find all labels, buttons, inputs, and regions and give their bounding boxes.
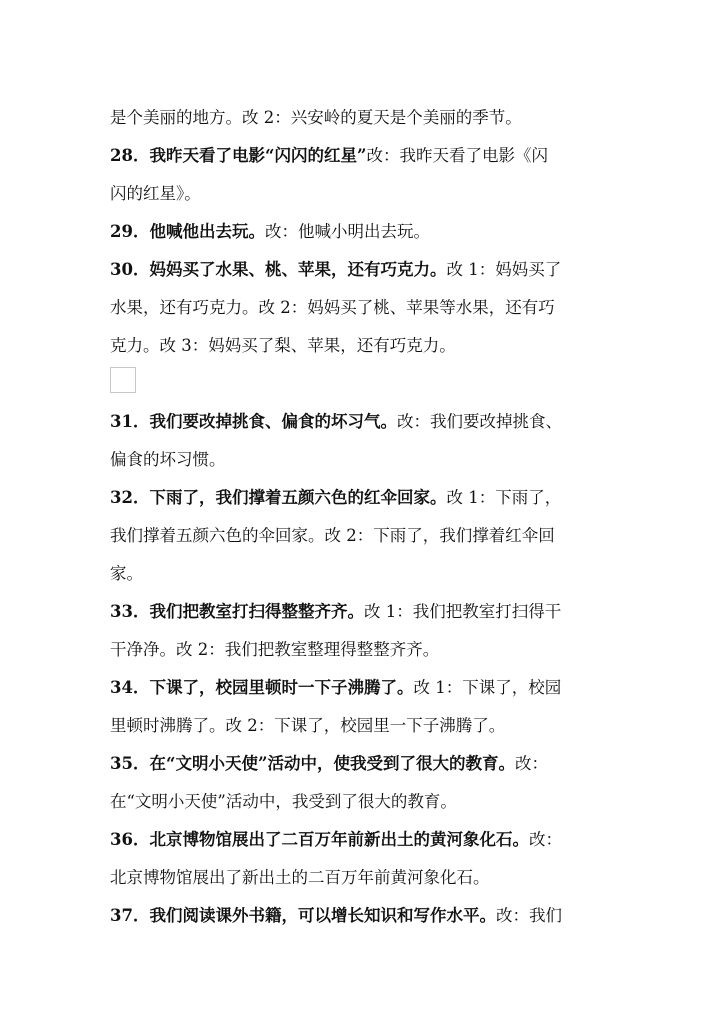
sentence-correction: 改： xyxy=(528,830,562,849)
sentence-correction: 闪的红星》。 xyxy=(110,184,201,203)
document-page xyxy=(110,99,610,935)
sentence-original: 34．下课了，校园里顿时一下子沸腾了。 xyxy=(110,678,414,697)
sentence-correction: 改 1：妈妈买了 xyxy=(446,260,562,279)
sentence-correction: 里顿时沸腾了。改 2：下课了，校园里一下子沸腾了。 xyxy=(110,716,506,735)
text-line xyxy=(110,783,610,821)
sentence-correction: 改 1：我们把教室打扫得干 xyxy=(363,602,562,621)
text-line xyxy=(110,669,610,707)
sentence-original: 30．妈妈买了水果、桃、苹果，还有巧克力。 xyxy=(110,260,447,279)
sentence-original: 35．在“文明小天使”活动中，使我受到了很大的教育。 xyxy=(110,754,515,773)
sentence-correction: 北京博物馆展出了新出土的二百万年前黄河象化石。 xyxy=(110,868,490,887)
text-line xyxy=(110,137,610,175)
text-line xyxy=(110,403,610,441)
sentence-original: 37．我们阅读课外书籍，可以增长知识和写作水平。 xyxy=(110,906,496,925)
text-line xyxy=(110,175,610,213)
text-line xyxy=(110,441,610,479)
sentence-correction: 改 1：下雨了， xyxy=(446,488,562,507)
sentence-correction: 我们撑着五颜六色的伞回家。改 2：下雨了，我们撑着红伞回 xyxy=(110,526,555,545)
text-line xyxy=(110,517,610,555)
sentence-original: 31．我们要改掉挑食、偏食的坏习气。 xyxy=(110,412,397,431)
sentence-original: 28．我昨天看了电影“闪闪的红星” xyxy=(110,146,367,165)
text-line xyxy=(110,479,610,517)
sentence-correction: 偏食的坏习惯。 xyxy=(110,450,226,469)
sentence-original: 32．下雨了，我们撑着五颜六色的红伞回家。 xyxy=(110,488,447,507)
sentence-correction: 水果，还有巧克力。改 2：妈妈买了桃、苹果等水果，还有巧 xyxy=(110,298,555,317)
text-line xyxy=(110,897,610,935)
text-line xyxy=(110,555,610,593)
sentence-original: 36．北京博物馆展出了二百万年前新出土的黄河象化石。 xyxy=(110,830,529,849)
sentence-correction: 改 1：下课了，校园 xyxy=(413,678,562,697)
sentence-correction: 在“文明小天使”活动中，我受到了很大的教育。 xyxy=(110,792,457,811)
text-line xyxy=(110,859,610,897)
sentence-correction: 改：我们 xyxy=(495,906,562,925)
sentence-correction: 是个美丽的地方。改 2：兴安岭的夏天是个美丽的季节。 xyxy=(110,108,522,127)
sentence-correction: 克力。改 3：妈妈买了梨、苹果，还有巧克力。 xyxy=(110,336,456,355)
text-line xyxy=(110,707,610,745)
text-line xyxy=(110,745,610,783)
sentence-correction: 改：他喊小明出去玩。 xyxy=(264,222,430,241)
sentence-correction: 家。 xyxy=(110,564,143,583)
sentence-original: 29．他喊他出去玩。 xyxy=(110,222,265,241)
sentence-correction: 改： xyxy=(514,754,548,773)
empty-checkbox-image xyxy=(110,367,136,393)
text-line xyxy=(110,631,610,669)
text-line xyxy=(110,593,610,631)
sentence-correction: 改：我昨天看了电影《闪 xyxy=(366,146,548,165)
text-line xyxy=(110,327,610,365)
text-line xyxy=(110,821,610,859)
sentence-correction: 干净净。改 2：我们把教室整理得整整齐齐。 xyxy=(110,640,440,659)
sentence-correction: 改：我们要改掉挑食、 xyxy=(396,412,562,431)
text-line xyxy=(110,213,610,251)
sentence-original: 33．我们把教室打扫得整整齐齐。 xyxy=(110,602,364,621)
text-line xyxy=(110,99,610,137)
text-line xyxy=(110,251,610,289)
text-line xyxy=(110,289,610,327)
